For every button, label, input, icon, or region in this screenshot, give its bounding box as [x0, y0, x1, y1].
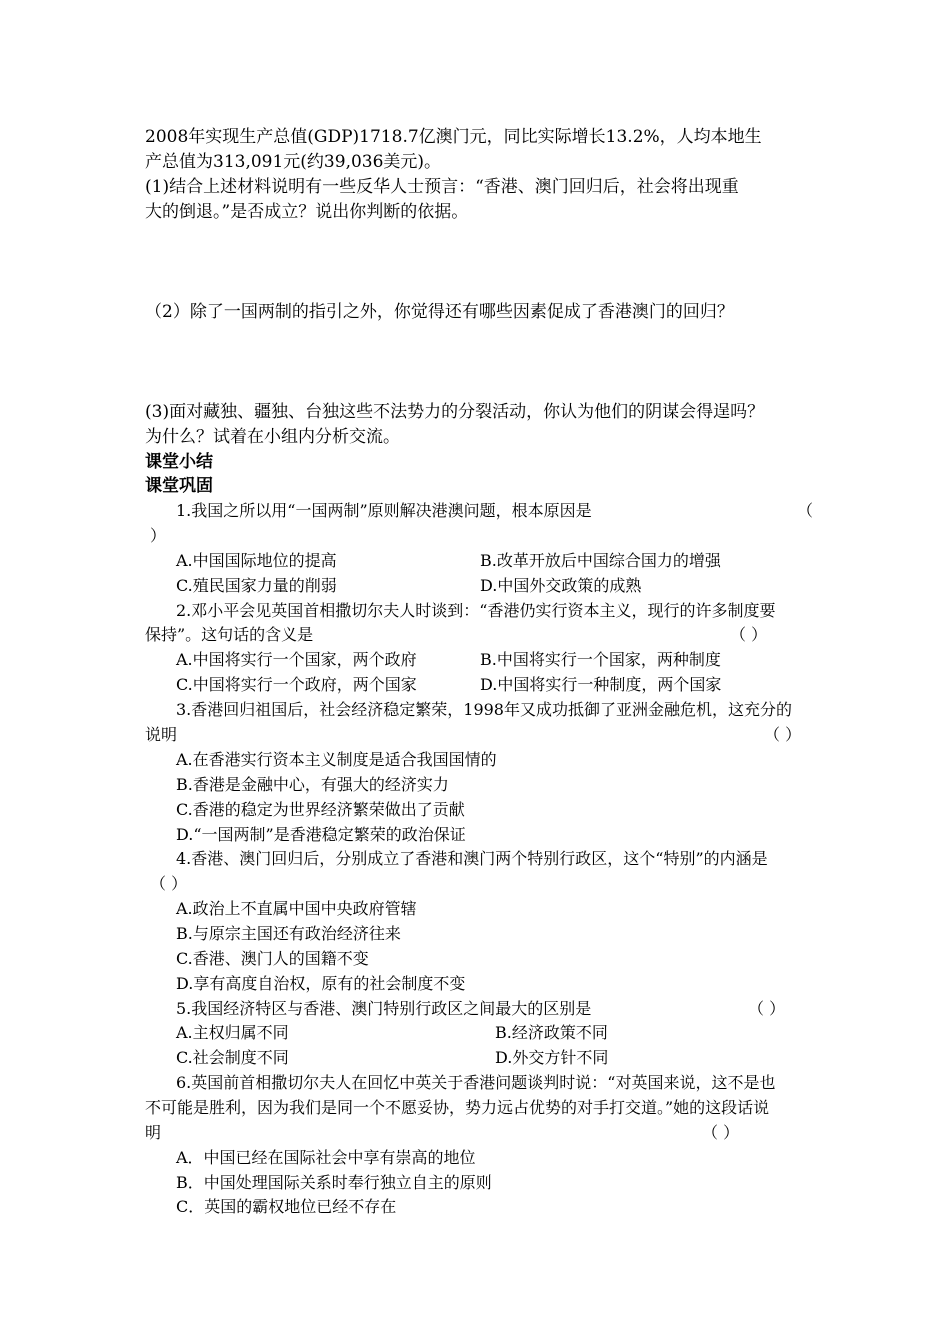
item-5-option-d: D.外交方针不同: [495, 1048, 609, 1067]
item-3-option-c: C.香港的稳定为世界经济繁荣做出了贡献: [176, 800, 465, 819]
item-2-option-d: D.中国将实行一种制度，两个国家: [480, 675, 722, 694]
item-5-stem: 5.我国经济特区与香港、澳门特别行政区之间最大的区别是: [176, 999, 592, 1018]
item-4-option-d: D.享有高度自治权，原有的社会制度不变: [176, 974, 466, 993]
item-5-option-a: A.主权归属不同: [176, 1023, 289, 1042]
item-3-option-a: A.在香港实行资本主义制度是适合我国国情的: [176, 750, 497, 769]
item-5-option-c: C.社会制度不同: [176, 1048, 289, 1067]
item-6-stem-line-1: 6.英国前首相撒切尔夫人在回忆中英关于香港问题谈判时说：“对英国来说，这不是也: [176, 1073, 776, 1092]
heading-class-summary: 课堂小结: [145, 452, 213, 472]
item-4-option-c: C.香港、澳门人的国籍不变: [176, 949, 369, 968]
question-2: （2）除了一国两制的指引之外，你觉得还有哪些因素促成了香港澳门的回归？: [145, 302, 734, 322]
heading-class-consolidation: 课堂巩固: [145, 476, 213, 496]
item-3-stem-line-1: 3.香港回归祖国后，社会经济稳定繁荣，1998年又成功抵御了亚洲金融危机，这充分的: [176, 700, 792, 719]
item-1-stem: 1.我国之所以用“一国两制”原则解决港澳问题，根本原因是: [176, 501, 592, 520]
item-1-option-b: B.改革开放后中国综合国力的增强: [480, 551, 721, 570]
item-3-stem-line-2: 说明: [145, 725, 178, 744]
item-1-option-a: A.中国国际地位的提高: [176, 551, 337, 570]
item-6-answer-paren: （ ）: [702, 1123, 740, 1142]
item-2-option-b: B.中国将实行一个国家，两种制度: [480, 650, 721, 669]
item-3-answer-paren: （ ）: [764, 725, 802, 744]
item-4-option-a: A.政治上不直属中国中央政府管辖: [176, 899, 417, 918]
item-1-option-d: D.中国外交政策的成熟: [480, 576, 642, 595]
material-line-2: 产总值为313,091元(约39,036美元)。: [145, 152, 442, 172]
item-6-stem-line-2: 不可能是胜利，因为我们是同一个不愿妥协，势力远占优势的对手打交道。”她的这段话说: [145, 1098, 770, 1117]
item-5-option-b: B.经济政策不同: [495, 1023, 608, 1042]
item-6-option-a: A．中国已经在国际社会中享有崇高的地位: [176, 1148, 476, 1167]
item-6-option-b: B．中国处理国际关系时奉行独立自主的原则: [176, 1173, 492, 1192]
item-1-paren-open: （: [797, 501, 814, 520]
item-2-option-c: C.中国将实行一个政府，两个国家: [176, 675, 417, 694]
question-3-line-1: (3)面对藏独、疆独、台独这些不法势力的分裂活动，你认为他们的阴谋会得逞吗？: [145, 402, 765, 422]
item-2-option-a: A.中国将实行一个国家，两个政府: [176, 650, 417, 669]
item-2-stem-line-1: 2.邓小平会见英国首相撒切尔夫人时谈到：“香港仍实行资本主义，现行的许多制度要: [176, 601, 776, 620]
item-4-stem-line-1: 4.香港、澳门回归后，分别成立了香港和澳门两个特别行政区，这个“特别”的内涵是: [176, 849, 768, 868]
item-3-option-d: D.“一国两制”是香港稳定繁荣的政治保证: [176, 825, 466, 844]
item-1-option-c: C.殖民国家力量的削弱: [176, 576, 337, 595]
item-3-option-b: B.香港是金融中心，有强大的经济实力: [176, 775, 449, 794]
item-5-answer-paren: （ ）: [748, 999, 786, 1018]
material-line-1: 2008年实现生产总值(GDP)1718.7亿澳门元，同比实际增长13.2%，人均本地生: [145, 127, 762, 147]
item-4-answer-paren: （ ）: [150, 874, 188, 893]
item-4-option-b: B.与原宗主国还有政治经济往来: [176, 924, 401, 943]
item-1-paren-close: ）: [150, 526, 167, 545]
item-6-stem-line-3: 明: [145, 1123, 162, 1142]
item-2-stem-line-2: 保持”。这句话的含义是: [145, 625, 314, 644]
question-1-line-1: (1)结合上述材料说明有一些反华人士预言：“香港、澳门回归后，社会将出现重: [145, 177, 739, 197]
question-1-line-2: 大的倒退。”是否成立？说出你判断的依据。: [145, 202, 469, 222]
question-3-line-2: 为什么？试着在小组内分析交流。: [145, 427, 400, 447]
item-2-answer-paren: （ ）: [730, 625, 768, 644]
item-6-option-c: C．英国的霸权地位已经不存在: [176, 1197, 397, 1216]
